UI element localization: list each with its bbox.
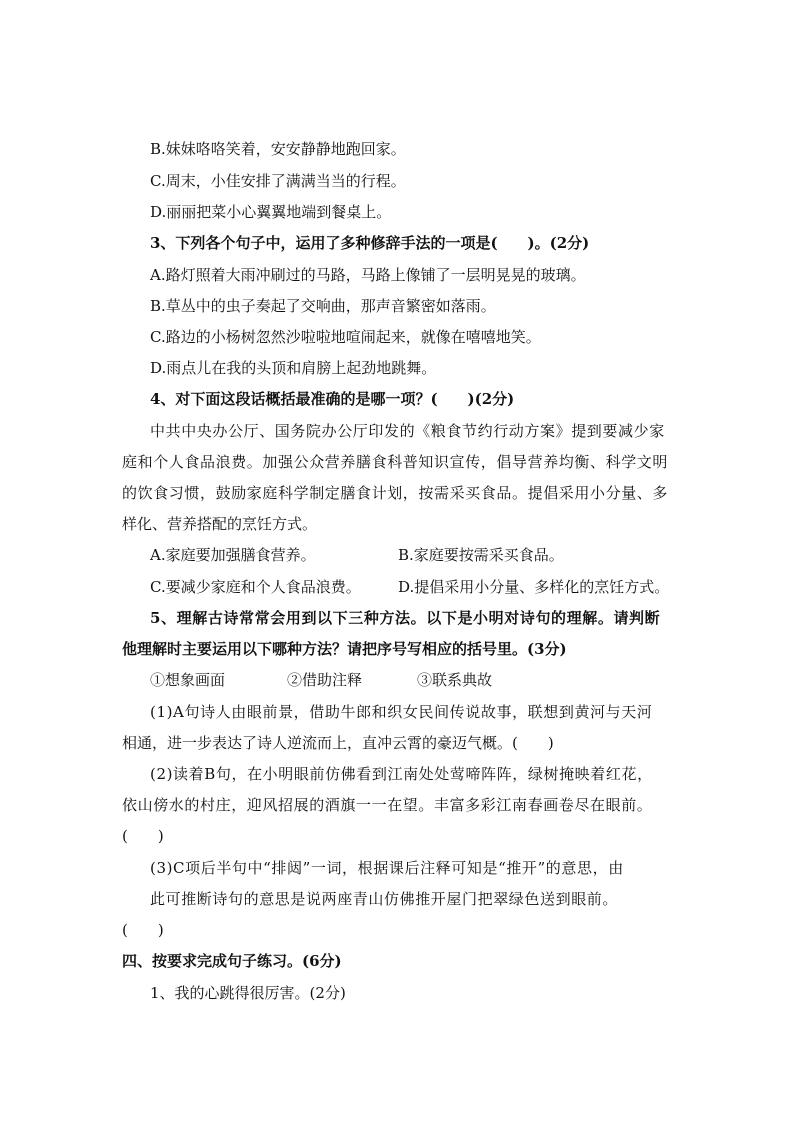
q2-option-d: D.丽丽把菜小心翼翼地端到餐桌上。 (150, 203, 392, 221)
q4-option-b: B.家庭要按需采买食品。 (398, 546, 564, 564)
q5-item3-answer: ( ) (122, 921, 164, 939)
q4-passage-line: 中共中央办公厅、国务院办公厅印发的《粮食节约行动方案》提到要减少家 (150, 422, 665, 440)
q5-item1-line: 相通，进一步表达了诗人逆流而上，直冲云霄的豪迈气概。( ) (122, 734, 554, 752)
q4-passage-line: 庭和个人食品浪费。加强公众营养膳食科普知识宣传，倡导营养均衡、科学文明 (122, 453, 669, 471)
q4-option-d: D.提倡采用小分量、多样化的烹饪方式。 (398, 578, 670, 596)
section4-title: 四、按要求完成句子练习。(6分) (122, 952, 342, 970)
q5-item3-line: (3)C项后半句中“排闼”一词，根据课后注释可知是“推开”的意思，由 (150, 859, 624, 877)
q5-stem-line2: 他理解时主要运用以下哪种方法？请把序号写相应的括号里。(3分) (122, 640, 567, 658)
q3-option-b: B.草丛中的虫子奏起了交响曲，那声音繁密如落雨。 (150, 297, 496, 315)
q4-passage-line: 的饮食习惯，鼓励家庭科学制定膳食计划，按需采买食品。提倡采用小分量、多 (122, 484, 669, 502)
section4-q1: 1、我的心跳得很厉害。(2分) (150, 984, 346, 1002)
q5-item2-answer: ( ) (122, 827, 164, 845)
q5-item1-line: (1)A句诗人由眼前景，借助牛郎和织女民间传说故事，联想到黄河与天河 (150, 703, 653, 721)
q3-option-a: A.路灯照着大雨冲刷过的马路，马路上像铺了一层明晃晃的玻璃。 (150, 266, 586, 284)
q5-method-1: ①想象画面 (150, 671, 226, 689)
q5-stem-line1: 5、理解古诗常常会用到以下三种方法。以下是小明对诗句的理解。请判断 (150, 609, 661, 627)
q5-method-2: ②借助注释 (287, 671, 363, 689)
q4-option-a: A.家庭要加强膳食营养。 (150, 546, 316, 564)
q4-option-c: C.要减少家庭和个人食品浪费。 (150, 578, 361, 596)
q2-option-c: C.周末，小佳安排了满满当当的行程。 (150, 172, 406, 190)
q3-stem: 3、下列各个句子中，运用了多种修辞手法的一项是( )。(2分) (150, 234, 590, 252)
q5-item3-line: 此可推断诗句的意思是说两座青山仿佛推开屋门把翠绿色送到眼前。 (150, 890, 619, 908)
q2-option-b: B.妹妹咯咯笑着，安安静静地跑回家。 (150, 140, 406, 158)
q5-item2-line: 依山傍水的村庄，迎风招展的酒旗一一在望。丰富多彩江南春画卷尽在眼前。 (122, 796, 653, 814)
q3-option-d: D.雨点儿在我的头顶和肩膀上起劲地跳舞。 (150, 359, 437, 377)
q5-method-3: ③联系典故 (417, 671, 493, 689)
q4-stem: 4、对下面这段话概括最准确的是哪一项？( )(2分) (150, 390, 515, 408)
q4-passage-line: 样化、营养搭配的烹饪方式。 (122, 515, 318, 533)
q3-option-c: C.路边的小杨树忽然沙啦啦地喧闹起来，就像在嘻嘻地笑。 (150, 328, 541, 346)
q5-item2-line: (2)读着B句，在小明眼前仿佛看到江南处处莺啼阵阵，绿树掩映着红花， (150, 765, 653, 783)
